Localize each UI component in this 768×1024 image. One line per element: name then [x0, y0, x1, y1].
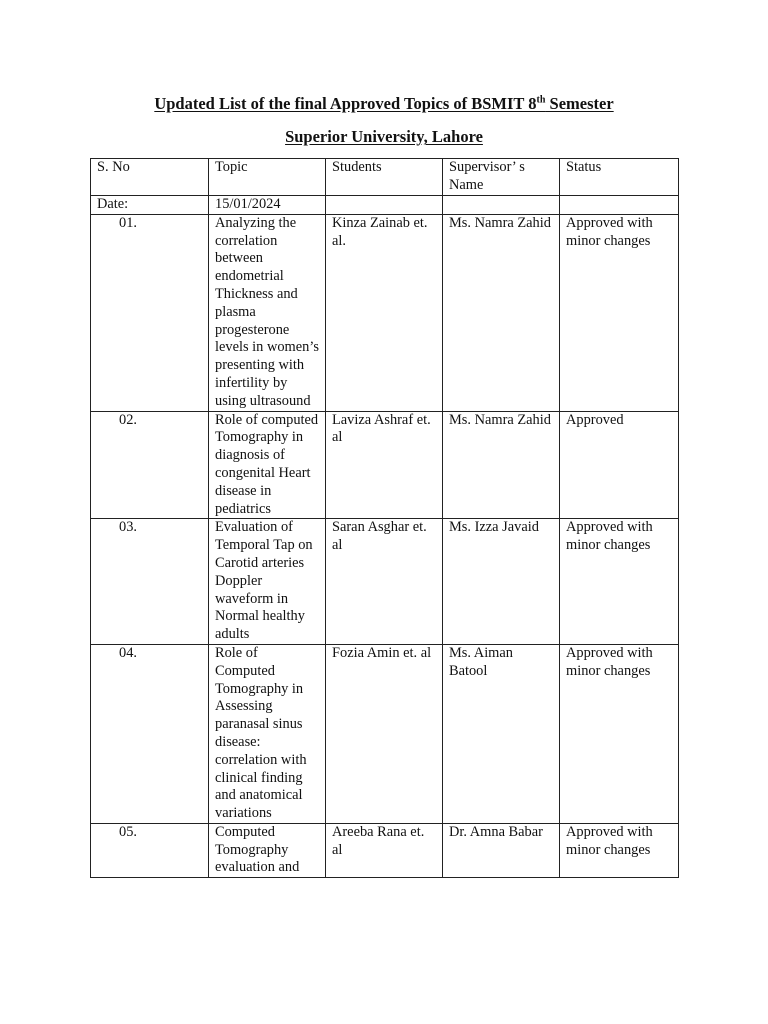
table-row: [91, 823, 679, 877]
row-topic: Role of computed Tomography in diagnosis of congenital Heart disease in pediatrics: [209, 411, 326, 519]
row-topic: Evaluation of Temporal Tap on Carotid arteries Doppler waveform in Normal healthy adults: [209, 519, 326, 645]
row-supervisor: Ms. Izza Javaid: [443, 519, 560, 645]
row-status: Approved with minor changes: [560, 519, 679, 645]
table-row: [91, 644, 679, 823]
row-students: Laviza Ashraf et. al: [326, 411, 443, 519]
row-supervisor: Ms. Namra Zahid: [443, 411, 560, 519]
row-sno: 04.: [91, 644, 209, 823]
table-row: [91, 519, 679, 645]
topics-table: [90, 158, 679, 878]
table-header-row: [91, 159, 679, 196]
date-label: Date:: [91, 196, 209, 215]
header-students: Students: [326, 159, 443, 196]
row-supervisor: Ms. Namra Zahid: [443, 214, 560, 411]
row-status: Approved with minor changes: [560, 214, 679, 411]
document-title-superscript: th: [536, 94, 546, 106]
row-status: Approved: [560, 411, 679, 519]
row-topic: Analyzing the correlation between endometrial Thickness and plasma progesterone levels in women’s presenting with infertility by using ultrasound: [209, 214, 326, 411]
table-row: [91, 214, 679, 411]
row-students: Saran Asghar et. al: [326, 519, 443, 645]
row-supervisor: Dr. Amna Babar: [443, 823, 560, 877]
row-sno: 01.: [91, 214, 209, 411]
date-empty-cell: [326, 196, 443, 215]
row-sno: 02.: [91, 411, 209, 519]
row-supervisor: Ms. Aiman Batool: [443, 644, 560, 823]
row-topic: Role of Computed Tomography in Assessing paranasal sinus disease: correlation with clinical finding and anatomical variations: [209, 644, 326, 823]
row-students: Kinza Zainab et. al.: [326, 214, 443, 411]
date-empty-cell: [560, 196, 679, 215]
row-status: Approved with minor changes: [560, 823, 679, 877]
row-students: Fozia Amin et. al: [326, 644, 443, 823]
table-row: [91, 411, 679, 519]
date-row: [91, 196, 679, 215]
date-value: 15/01/2024: [209, 196, 326, 215]
header-sno: S. No: [91, 159, 209, 196]
row-status: Approved with minor changes: [560, 644, 679, 823]
document-title: [0, 94, 768, 114]
document-subtitle: Superior University, Lahore: [285, 127, 483, 146]
row-students: Areeba Rana et. al: [326, 823, 443, 877]
header-topic: Topic: [209, 159, 326, 196]
header-supervisor: Supervisor’ s Name: [443, 159, 560, 196]
row-topic: Computed Tomography evaluation and: [209, 823, 326, 877]
document-title-text: Updated List of the final Approved Topics of BSMIT 8: [154, 94, 537, 113]
document-title-suffix: Semester: [545, 94, 614, 113]
header-status: Status: [560, 159, 679, 196]
date-empty-cell: [443, 196, 560, 215]
row-sno: 05.: [91, 823, 209, 877]
row-sno: 03.: [91, 519, 209, 645]
